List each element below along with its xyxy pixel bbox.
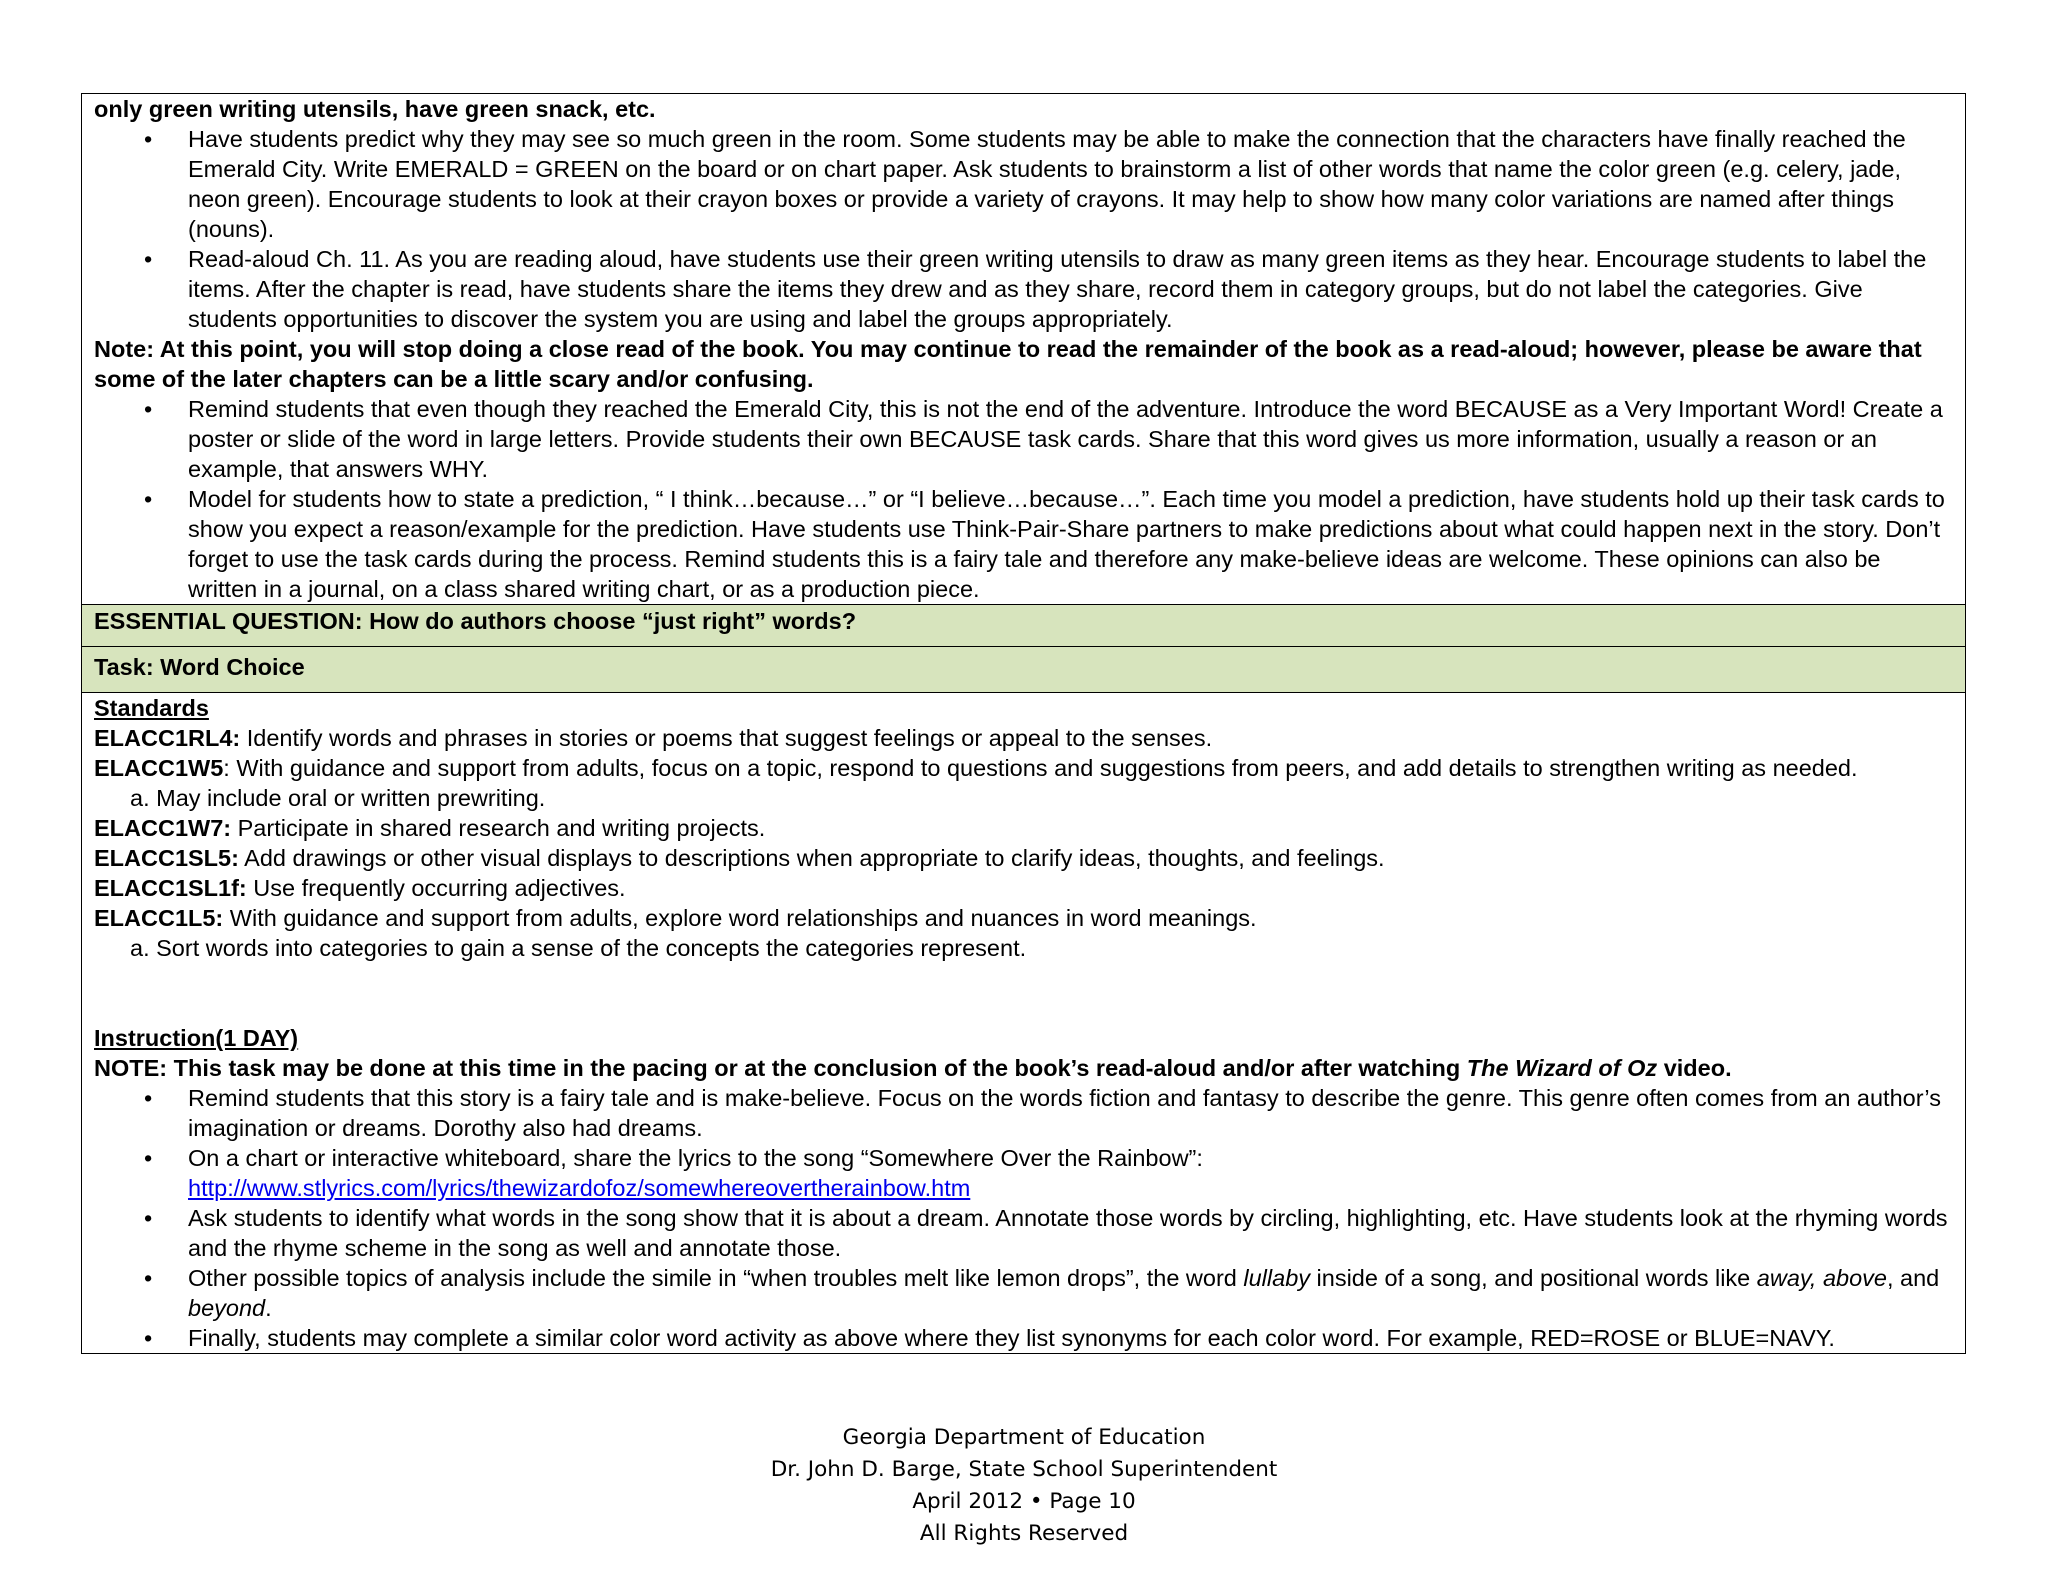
essential-question-cell [82, 605, 1966, 647]
list-item [94, 244, 1953, 334]
task-title: Task: Word Choice [94, 654, 305, 680]
footer-line: All Rights Reserved [919, 1521, 1129, 1546]
standard-code: ELACC1L5: [94, 905, 224, 931]
bullet-icon: • [144, 1205, 153, 1231]
bullet-icon: • [144, 1325, 153, 1351]
standard-item [94, 843, 1953, 873]
bullet-icon: • [144, 126, 153, 152]
standard-text: Use frequently occurring adjectives. [246, 875, 626, 901]
footer-line: Georgia Department of Education [842, 1425, 1206, 1450]
standard-item [94, 753, 1953, 783]
footer-line: Dr. John D. Barge, State School Superintendent [770, 1457, 1278, 1482]
lyrics-link[interactable]: http://www.stlyrics.com/lyrics/thewizardofoz/somewhereovertherainbow.htm [188, 1175, 971, 1201]
list-item [94, 1203, 1953, 1263]
bullet-text: On a chart or interactive whiteboard, share the lyrics to the song “Somewhere Over the Rainbow”: [188, 1145, 1203, 1171]
instruction-note [94, 1053, 1953, 1083]
instruction-heading: Instruction(1 DAY) [94, 1025, 299, 1051]
bullet-text: Read-aloud Ch. 11. As you are reading aloud, have students use their green writing utensils to draw as many green items as they hear. Encourage students to label the items. After the chapter is read, have students share the items they drew and as they share, record them in category groups, but do not label the categories. Give students opportunities to discover the system you are using and label the groups appropriately. [188, 246, 1927, 332]
bullet-icon: • [144, 246, 153, 272]
standards-heading: Standards [94, 695, 209, 721]
spacer [94, 963, 1953, 1023]
task-body-cell [82, 693, 1966, 1354]
italic-word: beyond [188, 1295, 266, 1321]
list-item [94, 1143, 1953, 1203]
top-lead: only green writing utensils, have green snack, etc. [94, 96, 656, 122]
note-title: The Wizard of Oz [1466, 1055, 1658, 1081]
bullet-icon: • [144, 1085, 153, 1111]
standard-item [94, 813, 1953, 843]
standard-item [94, 723, 1953, 753]
close-read-note: Note: At this point, you will stop doing a close read of the book. You may continue to read the remainder of the book as a read-aloud; however, please be aware that some of the later chapters can be a little scary and/or confusing. [94, 336, 1922, 392]
list-item [94, 1263, 1953, 1323]
standard-code: ELACC1RL4: [94, 725, 241, 751]
standard-item [94, 873, 1953, 903]
standard-text: Participate in shared research and writing projects. [231, 815, 766, 841]
instruction-bullet-list [94, 1083, 1953, 1353]
bullet-icon: • [144, 396, 153, 422]
standard-item [94, 903, 1953, 933]
list-item [94, 124, 1953, 244]
standard-code: ELACC1W5 [94, 755, 224, 781]
task-title-cell [82, 647, 1966, 693]
bullet-text: Have students predict why they may see so much green in the room. Some students may be able to make the connection that the characters have finally reached the Emerald City. Write EMERALD = GREEN on the board or on chart paper. Ask students to brainstorm a list of other words that name the color green (e.g. celery, jade, neon green). Encourage students to look at their crayon boxes or provide a variety of crayons. It may help to show how many color variations are named after things (nouns). [188, 126, 1906, 242]
list-item [94, 484, 1953, 604]
bullet-text: Other possible topics of analysis include the simile in “when troubles melt like lemon drops”, the word [188, 1265, 1244, 1291]
list-item [94, 1323, 1953, 1353]
document-page [81, 93, 1966, 1354]
italic-word: away, above [1756, 1265, 1887, 1291]
bullet-text: , and [1886, 1265, 1940, 1291]
standard-text: Identify words and phrases in stories or poems that suggest feelings or appeal to the senses. [240, 725, 1213, 751]
list-item [94, 1083, 1953, 1143]
italic-word: lullaby [1243, 1265, 1311, 1291]
list-item [94, 394, 1953, 484]
standard-code: ELACC1SL1f: [94, 875, 247, 901]
standard-subitem: a. May include oral or written prewriting. [130, 785, 546, 811]
footer-line: April 2012 • Page 10 [912, 1489, 1136, 1514]
bullet-text: Ask students to identify what words in the song show that it is about a dream. Annotate those words by circling, highlighting, etc. Have students look at the rhyming words and the rhyme scheme in the song as well and annotate those. [188, 1205, 1948, 1261]
bullet-text: Remind students that this story is a fairy tale and is make-believe. Focus on the words fiction and fantasy to describe the genre. This genre often comes from an author’s imagination or dreams. Dorothy also had dreams. [188, 1085, 1941, 1141]
bullet-text: Finally, students may complete a similar color word activity as above where they list synonyms for each color word. For example, RED=ROSE or BLUE=NAVY. [188, 1325, 1835, 1351]
page-footer [0, 1422, 2048, 1550]
bullet-icon: • [144, 1145, 153, 1171]
standard-code: ELACC1W7: [94, 815, 232, 841]
bullet-icon: • [144, 486, 153, 512]
bullet-text: Remind students that even though they reached the Emerald City, this is not the end of the adventure. Introduce the word BECAUSE as a Very Important Word! Create a poster or slide of the word in large letters. Provide students their own BECAUSE task cards. Share that this word gives us more information, usually a reason or an example, that answers WHY. [188, 396, 1943, 482]
standard-subitem: a. Sort words into categories to gain a sense of the concepts the categories represent. [130, 935, 1027, 961]
top-bullet-list [94, 124, 1953, 334]
top-bullet-list-2 [94, 394, 1953, 604]
standard-text: : With guidance and support from adults, focus on a topic, respond to questions and suggestions from peers, and add details to strengthen writing as needed. [223, 755, 1858, 781]
bullet-icon: • [144, 1265, 153, 1291]
bullet-text: inside of a song, and positional words like [1310, 1265, 1757, 1291]
note-text-start: NOTE: This task may be done at this time in the pacing or at the conclusion of the book’s read-aloud and/or after watching [94, 1055, 1467, 1081]
note-text-end: video. [1657, 1055, 1732, 1081]
standard-text: With guidance and support from adults, explore word relationships and nuances in word meanings. [223, 905, 1257, 931]
standard-code: ELACC1SL5: [94, 845, 239, 871]
bullet-text: . [265, 1295, 272, 1321]
standard-text: Add drawings or other visual displays to descriptions when appropriate to clarify ideas, thoughts, and feelings. [238, 845, 1385, 871]
essential-question: ESSENTIAL QUESTION: How do authors choose “just right” words? [94, 608, 857, 634]
top-section-cell [82, 94, 1966, 605]
lesson-table [81, 93, 1966, 1354]
bullet-text: Model for students how to state a prediction, “ I think…because…” or “I believe…because…”. Each time you model a prediction, have students hold up their task cards to show you expect a reason/example for the prediction. Have students use Think-Pair-Share partners to make predictions about what could happen next in the story. Don’t forget to use the task cards during the process. Remind students this is a fairy tale and therefore any make-believe ideas are welcome. These opinions can also be written in a journal, on a class shared writing chart, or as a production piece. [188, 486, 1945, 602]
